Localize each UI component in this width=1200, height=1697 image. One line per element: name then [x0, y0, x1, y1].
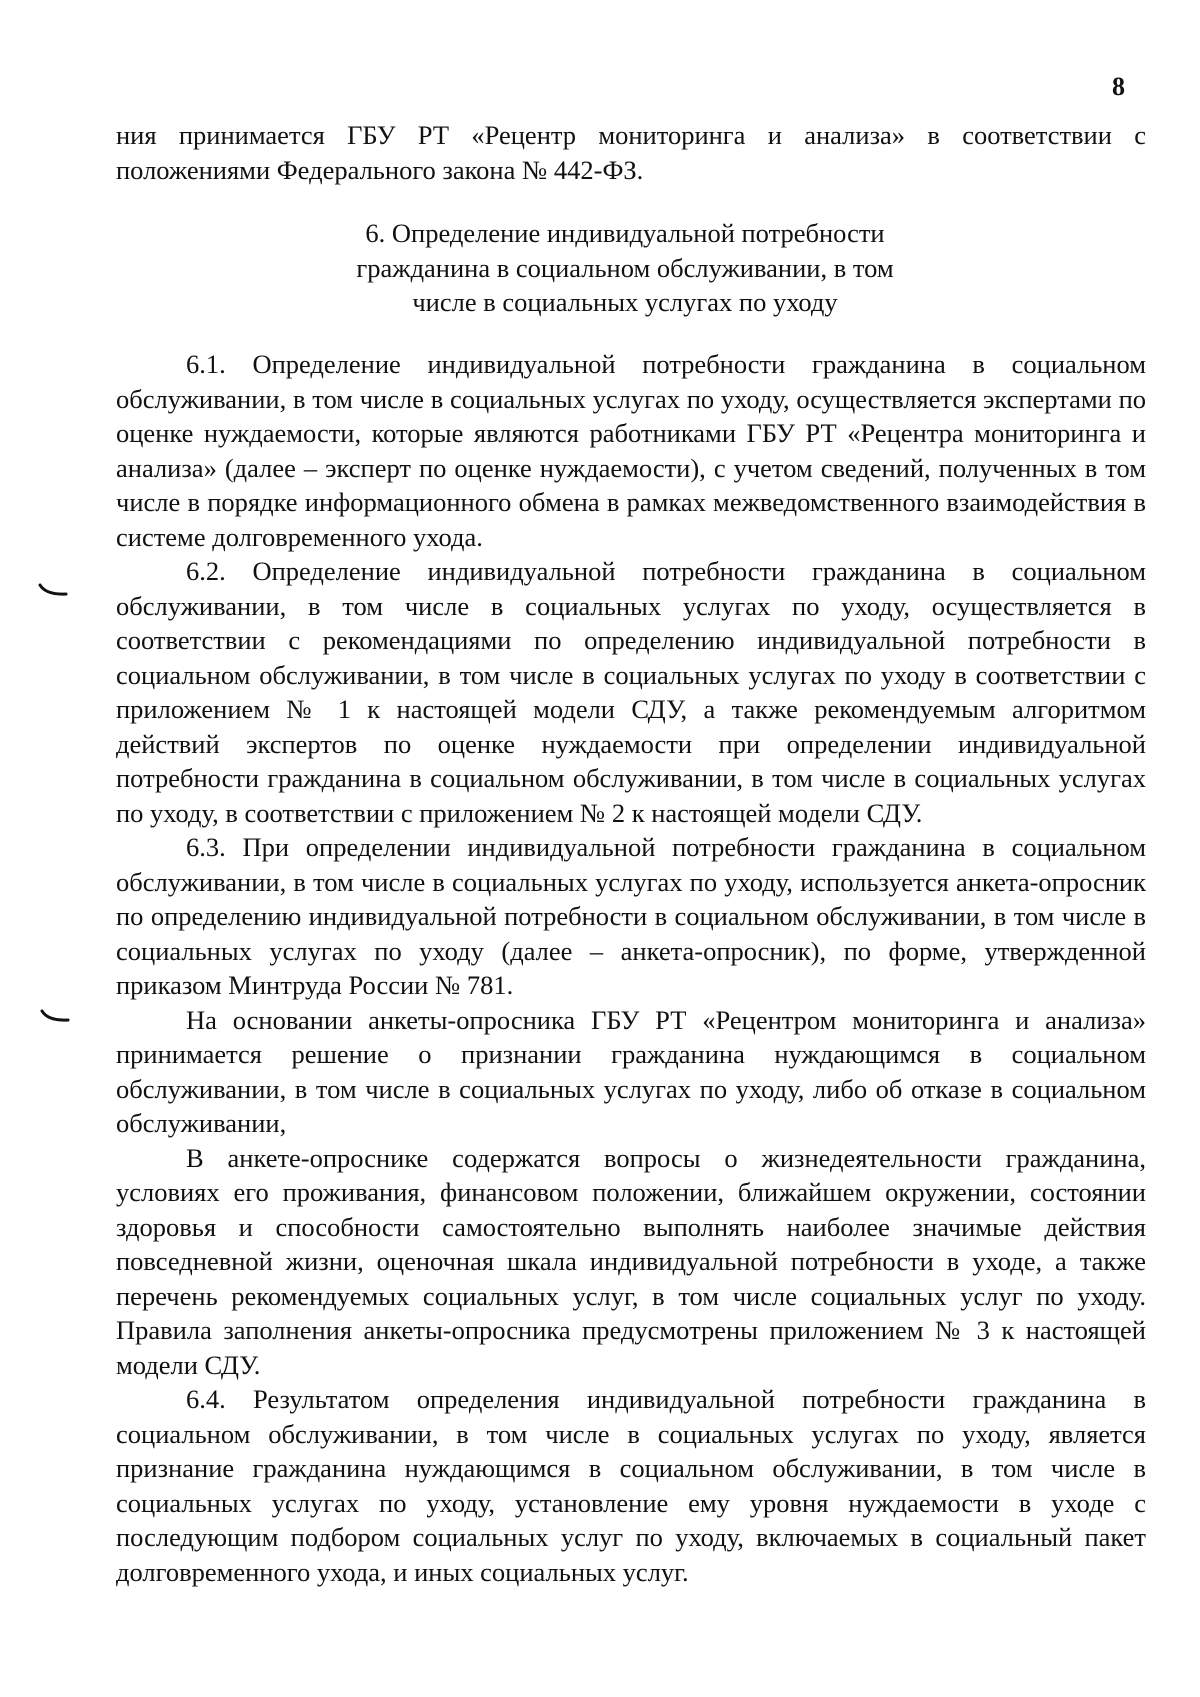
section-heading — [300, 216, 950, 320]
heading-line: числе в социальных услугах по уходу — [412, 287, 838, 317]
margin-mark-icon — [38, 582, 68, 598]
margin-mark-icon — [40, 1008, 70, 1024]
heading-line: 6. Определение индивидуальной потребности — [365, 218, 885, 248]
section-body — [116, 347, 1146, 1589]
intro-continuation — [116, 118, 1146, 187]
page-number: 8 — [1112, 72, 1125, 101]
heading-line: гражданина в социальном обслуживании, в том — [356, 252, 894, 283]
paragraph-6-3: 6.3. При определении индивидуальной потребности гражданина в социальном обслуживании, в том числе в социальных услугах по уходу, используется анкета-опросник по определению индивидуальной потребности в социальном обслуживании, в том числе в социальных услугах по уходу (далее – анкета-опросник), по форме, утвержденной приказом Минтруда России № 781. — [116, 832, 1146, 1000]
paragraph-questionnaire: В анкете-опроснике содержатся вопросы о жизнедеятельности гражданина, условиях его проживания, финансовом положении, ближайшем окружении, состоянии здоровья и способности самостоятельно выполнять наиболее значимые действия повседневной жизни, оценочная шкала индивидуальной потребности в уходе, а также перечень рекомендуемых социальных услуг, в том числе социальных услуг по уходу. Правила заполнения анкеты-опросника предусмотрены приложением № 3 к настоящей модели СДУ. — [116, 1142, 1146, 1380]
paragraph-6-4: 6.4. Результатом определения индивидуальной потребности гражданина в социальном обслуживании, в том числе в социальных услугах по уходу, является признание гражданина нуждающимся в социальном обслуживании, в том числе в социальных услугах по уходу, установление ему уровня нуждаемости в уходе с последующим подбором социальных услуг по уходу, включаемых в социальный пакет долговременного ухода, и иных социальных услуг. — [116, 1384, 1146, 1587]
intro-paragraph: ния принимается ГБУ РТ «Рецентр мониторинга и анализа» в соответствии с положениями Федерального закона № 442-ФЗ. — [116, 120, 1146, 185]
paragraph-6-2: 6.2. Определение индивидуальной потребности гражданина в социальном обслуживании, в том числе в социальных услугах по уходу, осуществляется в соответствии с рекомендациями по определению индивидуальной потребности в социальном обслуживании, в том числе в социальных услугах по уходу в соответствии с приложением № 1 к настоящей модели СДУ, а также рекомендуемым алгоритмом действий экспертов по оценке нуждаемости при определении индивидуальной потребности гражданина в социальном обслуживании, в том числе в социальных услугах по уходу, в соответствии с приложением № 2 к настоящей модели СДУ. — [116, 556, 1146, 828]
paragraph-decision: На основании анкеты-опросника ГБУ РТ «Рецентром мониторинга и анализа» принимается решение о признании гражданина нуждающимся в социальном обслуживании, в том числе в социальных услугах по уходу, либо об отказе в социальном обслуживании, — [116, 1004, 1146, 1138]
paragraph-6-1: 6.1. Определение индивидуальной потребности гражданина в социальном обслуживании, в том числе в социальных услугах по уходу, осуществляется экспертами по оценке нуждаемости, которые являются работниками ГБУ РТ «Рецентра мониторинга и анализа» (далее – эксперт по оценке нуждаемости), с учетом сведений, полученных в том числе в порядке информационного обмена в рамках межведомственного взаимодействия в системе долговременного ухода. — [116, 349, 1146, 552]
